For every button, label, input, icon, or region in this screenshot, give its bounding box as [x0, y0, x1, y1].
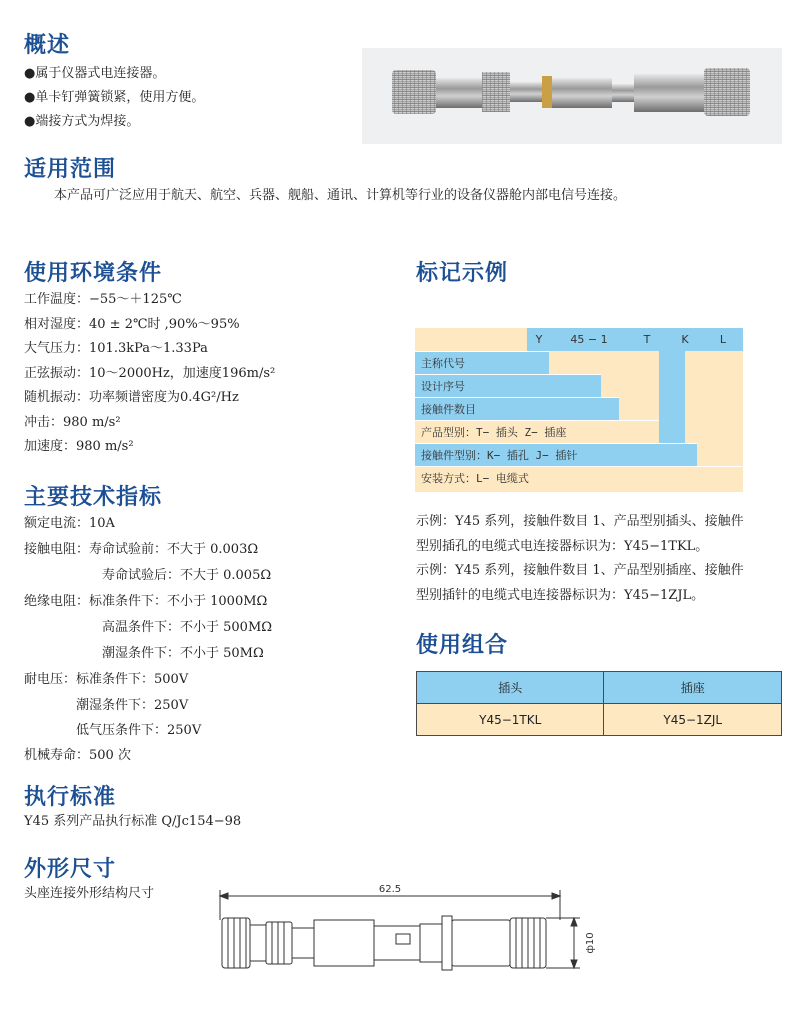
dimensions-heading: 外形尺寸	[24, 857, 117, 882]
diameter-dimension-label: ф10	[585, 932, 596, 954]
marking-examples	[416, 510, 744, 608]
product-photo	[362, 48, 782, 144]
environment-heading: 使用环境条件	[24, 261, 163, 286]
marking-example-text: 型别插针的电缆式电连接器标识为：Y45−1ZJL。	[416, 587, 705, 603]
spec-voltage-low: 低气压条件下：250V	[76, 723, 202, 738]
combination-header-socket: 插座	[604, 672, 782, 704]
marking-row-product-type: 产品型别：T− 插头 Z− 插座	[415, 420, 659, 443]
spec-contact-resistance-after: 寿命试验后：不大于 0.005Ω	[102, 568, 272, 583]
marking-code-y: Y	[535, 333, 543, 346]
overview-bullet: ●端接方式为焊接。	[24, 114, 140, 129]
combination-cell-socket: Y45−1ZJL	[604, 704, 782, 736]
length-dimension-label: 62.5	[378, 884, 402, 895]
combination-cell-plug: Y45−1TKL	[417, 704, 604, 736]
spec-contact-resistance: 接触电阻：寿命试验前：不大于 0.003Ω	[24, 542, 259, 557]
spec-insulation-humid: 潮湿条件下：不小于 50MΩ	[102, 646, 264, 661]
marking-row-contact-type: 接触件型别：K− 插孔 J− 插针	[415, 443, 697, 466]
environment-item: 相对湿度：40 ± 2℃时 ,90%～95%	[24, 316, 240, 332]
combination-row	[417, 704, 782, 736]
marking-row-main-code: 主称代号	[415, 351, 549, 374]
marking-code-k: K	[681, 333, 689, 346]
environment-item: 随机振动：功率频谱密度为0.4G²/Hz	[24, 390, 239, 405]
environment-list	[24, 288, 275, 460]
connector-photo-illustration	[362, 48, 782, 144]
spec-voltage-humid: 潮湿条件下：250V	[76, 698, 189, 713]
dimensions-caption: 头座连接外形结构尺寸	[24, 886, 155, 901]
standard-heading: 执行标准	[24, 785, 117, 810]
combination-table	[416, 671, 782, 736]
environment-item: 正弦振动：10～2000Hz，加速度196m/s²	[24, 365, 276, 381]
overview-bullet: ●属于仪器式电连接器。	[24, 66, 166, 81]
combination-header-row	[417, 672, 782, 704]
environment-item: 工作温度：−55～＋125℃	[24, 292, 182, 307]
marking-row-design-number: 设计序号	[415, 374, 601, 397]
marking-example-text: 示例：Y45 系列，接触件数目 1、产品型别插头、接触件	[416, 514, 744, 529]
spec-rated-current: 额定电流：10A	[24, 516, 115, 531]
marking-row-contact-count: 接触件数目	[415, 397, 619, 420]
spec-voltage: 耐电压：标准条件下：500V	[24, 672, 189, 687]
combination-heading: 使用组合	[416, 633, 509, 658]
marking-heading: 标记示例	[416, 261, 509, 286]
marking-code-series: 45 − 1	[570, 333, 608, 346]
marking-code-t: T	[643, 333, 651, 346]
marking-row-mounting: 安装方式：L− 电缆式	[415, 466, 743, 489]
overview-bullet: ●单卡钉弹簧锁紧，使用方便。	[24, 90, 205, 105]
spec-insulation-high: 高温条件下：不小于 500MΩ	[102, 620, 273, 635]
specs-list	[24, 512, 384, 762]
marking-t-column	[659, 351, 685, 443]
spec-life: 机械寿命：500 次	[24, 748, 131, 763]
scope-heading: 适用范围	[24, 157, 117, 182]
marking-example-text: 型别插孔的电缆式电连接器标识为：Y45−1TKL。	[416, 538, 709, 554]
environment-item: 冲击：980 m/s²	[24, 414, 121, 430]
scope-text: 本产品可广泛应用于航天、航空、兵器、舰船、通讯、计算机等行业的设备仪器舱内部电信号连接。	[54, 188, 627, 203]
combination-header-plug: 插头	[417, 672, 604, 704]
marking-code-l: L	[719, 333, 727, 346]
environment-item: 加速度：980 m/s²	[24, 439, 134, 454]
standard-text: Y45 系列产品执行标准 Q/Jc154−98	[24, 814, 242, 829]
specs-heading: 主要技术指标	[24, 485, 163, 510]
overview-heading: 概述	[24, 33, 71, 58]
marking-diagram	[415, 328, 743, 492]
environment-item: 大气压力：101.3kPa～1.33Pa	[24, 341, 208, 356]
overview-bullets	[24, 62, 204, 134]
spec-insulation: 绝缘电阻：标准条件下：不小于 1000MΩ	[24, 594, 268, 609]
outline-drawing	[210, 880, 610, 980]
marking-example-text: 示例：Y45 系列，接触件数目 1、产品型别插座、接触件	[416, 563, 744, 578]
connector-outline-svg	[210, 880, 610, 980]
